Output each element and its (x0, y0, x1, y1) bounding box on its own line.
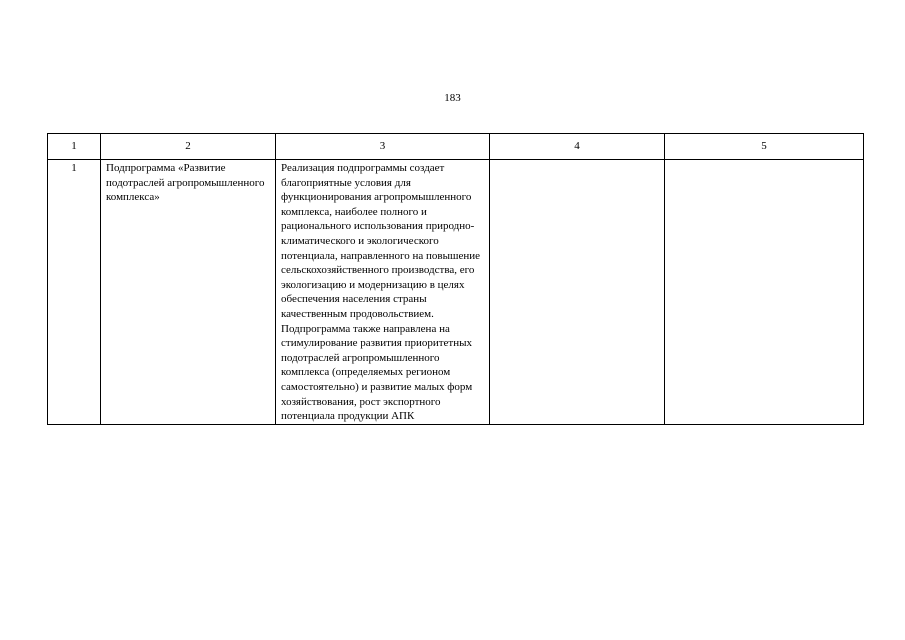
column-4-cell (490, 160, 665, 425)
header-cell-1: 1 (48, 134, 101, 160)
table-row (48, 160, 864, 425)
header-cell-3: 3 (276, 134, 490, 160)
page-number: 183 (444, 92, 461, 104)
document-table (47, 133, 864, 425)
subprogram-description-cell: Реализация подпрограммы создает благоприятные условия для функционирования агропромышленного комплекса, наиболее полного и рационального использования природно-климатического и экологического потенциала, направленного на повышение сельскохозяйственного производства, его экологизацию и модернизацию в целях обеспечения населения страны качественным продовольствием. Подпрограмма также направлена на стимулирование развития приоритетных подотраслей агропромышленного комплекса (определяемых регионом самостоятельно) и развитие малых форм хозяйствования, рост экспортного потенциала продукции АПК (276, 160, 490, 425)
column-5-cell (665, 160, 864, 425)
subprogram-name-cell: Подпрограмма «Развитие подотраслей агропромышленного комплекса» (101, 160, 276, 425)
header-cell-4: 4 (490, 134, 665, 160)
row-number-cell: 1 (48, 160, 101, 425)
header-cell-2: 2 (101, 134, 276, 160)
header-row (48, 134, 864, 160)
header-cell-5: 5 (665, 134, 864, 160)
